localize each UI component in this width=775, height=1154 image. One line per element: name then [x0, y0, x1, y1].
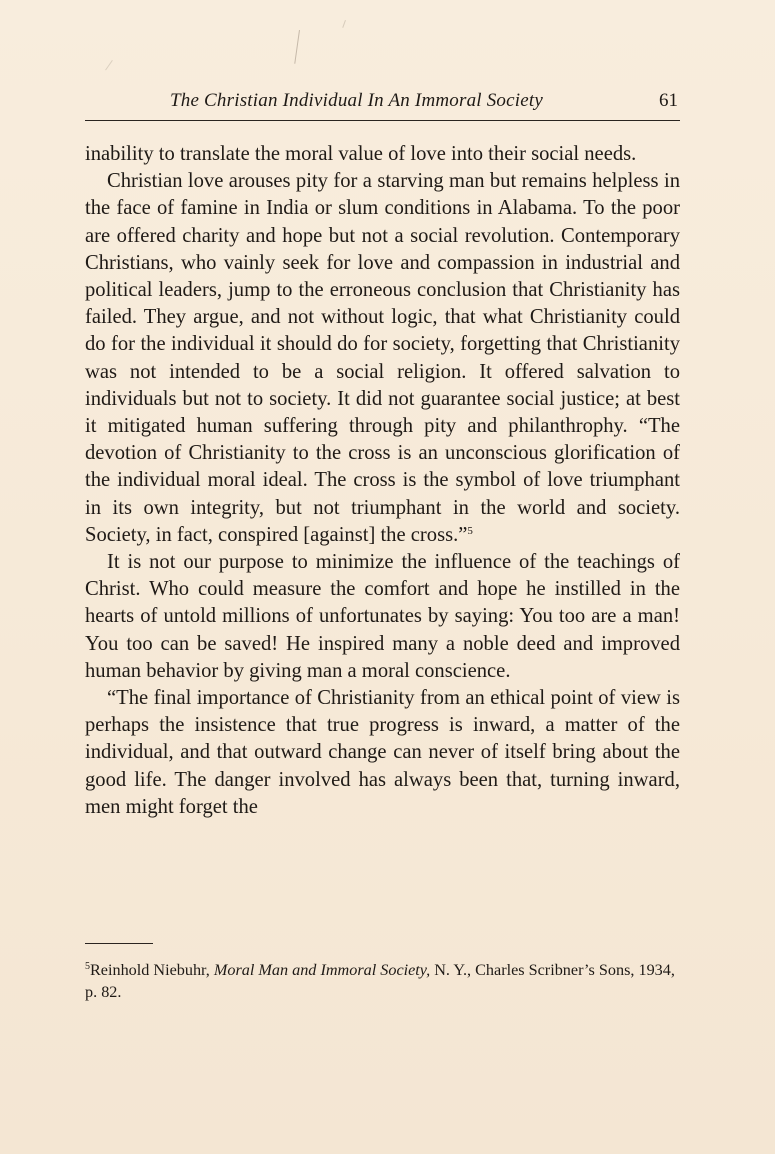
- paragraph: inability to translate the moral value of love into their social needs.: [85, 143, 637, 165]
- footnote-author: Reinhold Niebuhr,: [90, 961, 214, 979]
- footnote-publication: N. Y., Charles Scribner’s Sons, 1934, p. 82.: [85, 961, 675, 1001]
- running-header: [85, 88, 680, 121]
- pencil-mark: [294, 30, 300, 64]
- paragraph-text: Christian love arouses pity for a starving man but remains helpless in the face of famine in India or slum conditions in Alabama. To the poor are offered charity and hope but not a social revolution. Contemporary Christians, who vainly seek for love and compassion in industrial and political leaders, jump to the erroneous conclusion that Christianity has failed. They argue, and not without logic, that what Christianity could do for the individual it should do for society, forgetting that Christianity was not intended to be a social religion. It offered salvation to individuals but not to society. It did not guarantee social justice; at best it mitigated human suffering through pity and philanthrophy. “The devotion of Christianity to the cross is an unconscious glorification of the individual moral ideal. The cross is the symbol of love triumphant in its own integrity, but not triumphant in the world and society. Society, in fact, conspired [against] the cross.”: [85, 170, 680, 546]
- pencil-mark: [105, 60, 113, 70]
- paragraph: “The final importance of Christianity from an ethical point of view is perhaps the insistence that true progress is inward, a matter of the individual, and that outward change can never of itself bring about the good life. The danger involved has always been that, turning inward, men might forget the: [85, 687, 680, 818]
- pencil-mark: [342, 20, 346, 28]
- footnote-marker: 5: [85, 961, 90, 972]
- footnote-divider: [85, 943, 153, 944]
- paragraph: It is not our purpose to minimize the influence of the teachings of Christ. Who could measure the comfort and hope he instilled in the hearts of untold millions of unfortunates by saying: You too are a man! You too can be saved! He inspired many a noble deed and improved human behavior by giving man a moral conscience.: [85, 551, 680, 682]
- body-text: [85, 141, 680, 821]
- footnote-book-title: Moral Man and Immoral Society,: [213, 961, 431, 979]
- running-title: The Christian Individual In An Immoral Society: [170, 90, 543, 111]
- page-number: 61: [659, 90, 678, 111]
- footnote-reference: 5: [467, 524, 473, 537]
- paragraph: [85, 168, 680, 549]
- footnote: [85, 959, 680, 1003]
